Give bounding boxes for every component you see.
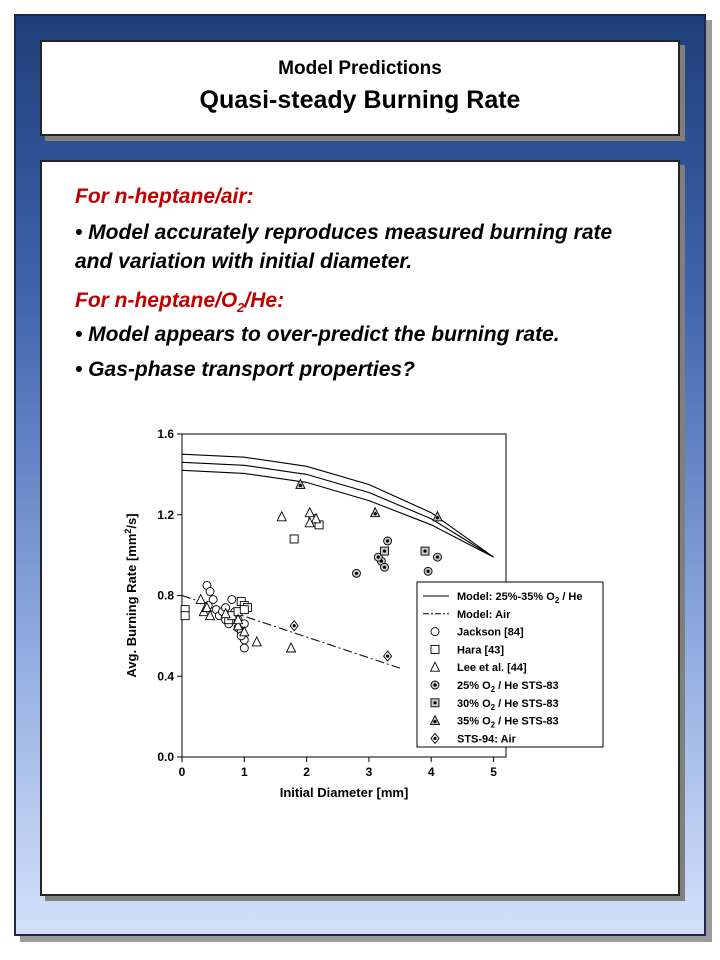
point-square-8-shape [290, 535, 298, 543]
title-panel [40, 40, 680, 136]
legend-marker-8-dot [433, 737, 436, 740]
legend-label-1: Model: Air [457, 608, 511, 621]
legend-label-5: 25% $O_2$ / He STS-83 [457, 680, 559, 694]
legend-label-0: Model: 25%-35% $O_2$ / He [457, 591, 583, 605]
point-square-dot-1 [421, 547, 429, 555]
point-diamond-dot-1-dot [386, 654, 389, 657]
legend-label-6: 30% $O_2$ / He STS-83 [457, 697, 559, 712]
slide-subtitle: Quasi-steady Burning Rate [199, 86, 521, 114]
point-circle-18-shape [240, 644, 248, 652]
legend-marker-3-shape [431, 645, 439, 653]
legend-label-2: Jackson [84] [457, 626, 524, 639]
point-triangle-dot-1-dot [374, 512, 377, 515]
point-circle-dot-0 [352, 569, 360, 577]
chart-legend [417, 582, 603, 747]
legend-marker-5-dot [433, 683, 436, 686]
heading-he-suffix: /He: [244, 289, 285, 312]
point-circle-dot-6-dot [377, 556, 380, 559]
point-circle-1 [206, 587, 214, 595]
legend-marker-6 [431, 699, 439, 707]
point-square-1 [181, 612, 189, 620]
x-axis-label: Initial Diameter [mm] [279, 785, 409, 800]
legend-label-4: Lee et al. [44] [457, 662, 527, 675]
legend-marker-7-dot [433, 720, 436, 723]
heading-air: For n-heptane/air: [75, 185, 254, 208]
bullet-he-2: • Gas-phase transport properties? [75, 358, 415, 381]
point-circle-dot-4-dot [427, 570, 430, 573]
y-tick-label-0: 0.0 [157, 750, 174, 764]
point-circle-dot-4 [424, 567, 432, 575]
point-square-dot-1-dot [423, 549, 426, 552]
point-square-8 [290, 535, 298, 543]
point-triangle-dot-2-dot [436, 516, 439, 519]
bullet-air: • Model accurately reproduces measured burning rate and variation with initial diameter. [75, 221, 613, 273]
legend-label-8: STS-94: Air [457, 733, 516, 746]
point-square-dot-0-dot [383, 549, 386, 552]
y-axis-label: Avg. Burning Rate $[mm^2/s]$ [123, 513, 139, 678]
x-tick-label-4: 4 [427, 765, 435, 779]
point-square-1-shape [181, 612, 189, 620]
legend-label-7: 35% $O_2$ / He STS-83 [457, 715, 559, 730]
point-circle-dot-5-dot [436, 556, 439, 559]
x-tick-label-2: 2 [303, 765, 310, 779]
y-tick-label-3: 1.2 [157, 507, 174, 522]
heading-he-prefix: For n-heptane/O [75, 289, 238, 312]
legend-marker-2-shape [431, 628, 439, 636]
legend-marker-6-dot [433, 701, 436, 704]
y-tick-label-1: 0.4 [157, 669, 174, 684]
point-circle-9-shape [228, 596, 236, 604]
legend-marker-2 [431, 628, 439, 636]
heading-he-sub: 2 [237, 300, 245, 316]
y-tick-label-4: 1.6 [157, 427, 174, 441]
y-tick-label-2: 0.8 [157, 588, 174, 603]
x-tick-label-0: 0 [178, 765, 186, 779]
point-circle-dot-3-dot [386, 539, 389, 542]
point-circle-dot-2-dot [383, 566, 386, 569]
legend-marker-5 [431, 681, 439, 689]
legend-marker-3 [431, 645, 439, 653]
slide-title: Model Predictions [278, 58, 442, 79]
point-circle-dot-0-dot [355, 572, 358, 575]
point-circle-9 [228, 596, 236, 604]
point-square-dot-0 [381, 547, 389, 555]
point-square-11 [240, 606, 248, 614]
heading-he [75, 286, 284, 322]
bullet-he-1: • Model appears to over-predict the burning rate. [75, 323, 560, 346]
point-square-11-shape [240, 606, 248, 614]
point-diamond-dot-0-dot [293, 624, 296, 627]
point-circle-dot-5 [433, 553, 441, 561]
point-circle-1-shape [206, 587, 214, 595]
x-tick-label-3: 3 [365, 765, 373, 779]
x-tick-label-5: 5 [490, 765, 497, 779]
point-circle-dot-2 [381, 563, 389, 571]
legend-label-3: Hara [43] [457, 644, 505, 657]
x-tick-label-1: 1 [240, 765, 248, 779]
burning-rate-chart [100, 420, 630, 820]
point-circle-dot-3 [384, 537, 392, 545]
point-circle-18 [240, 644, 248, 652]
point-triangle-dot-0-dot [299, 484, 302, 487]
